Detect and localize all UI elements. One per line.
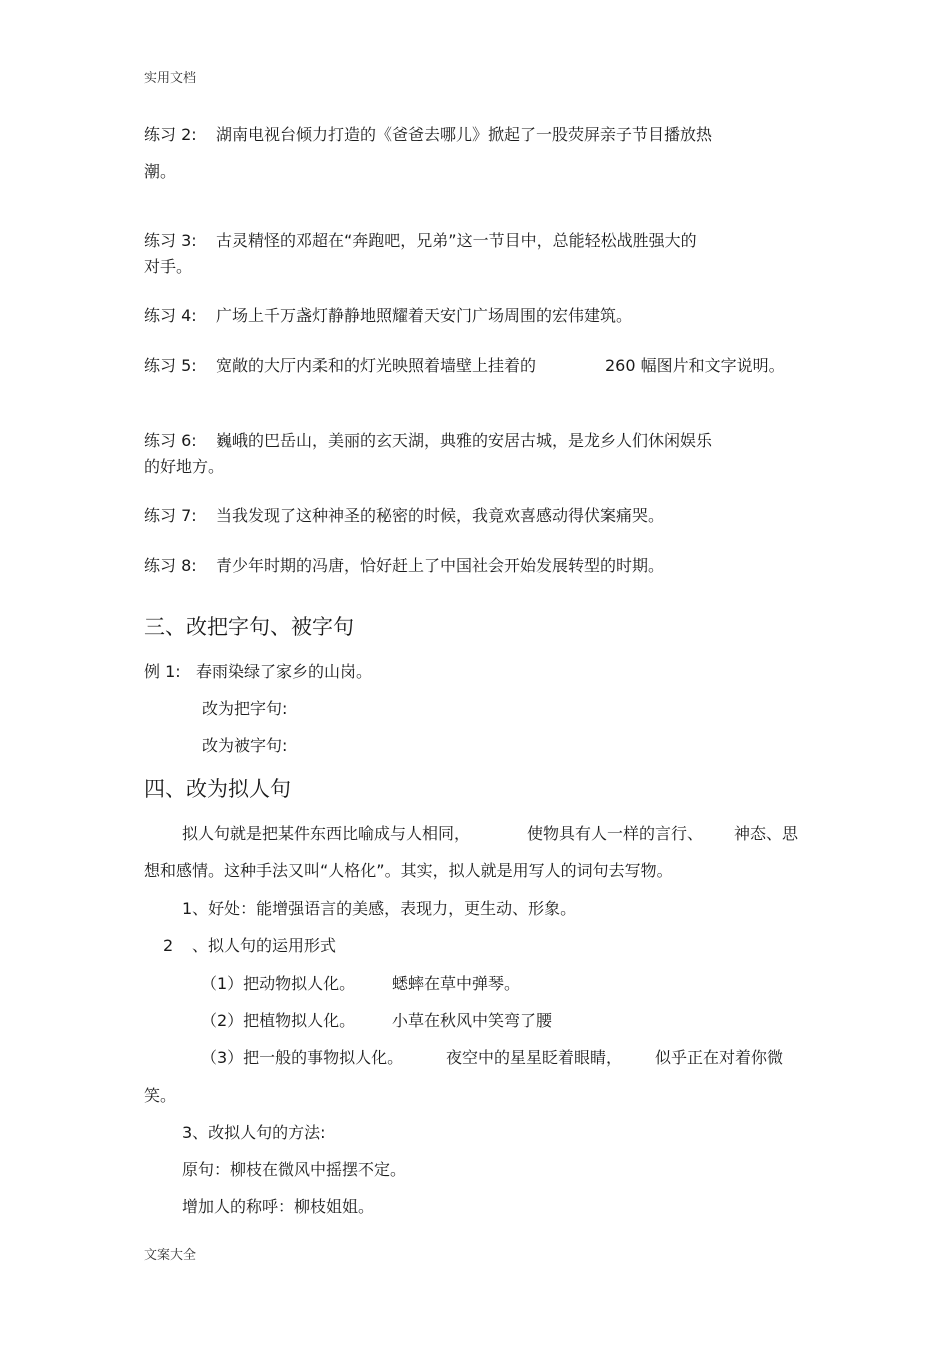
form-label: （1）把动物拟人化。 [201,974,356,993]
page-footer: 文案大全 [144,1248,197,1263]
exercise-text: 宽敞的大厅内柔和的灯光映照着墙壁上挂着的 [216,356,537,375]
ba-sentence-prompt: 改为把字句: [202,699,288,718]
exercise-label: 练习 3: [144,231,197,250]
exercise-text: 广场上千万盏灯静静地照耀着天安门广场周围的宏伟建筑。 [216,306,633,325]
exercise-text: 当我发现了这种神圣的秘密的时候，我竟欢喜感动得伏案痛哭。 [216,506,665,525]
page-header: 实用文档 [144,71,197,86]
form-example: 似乎正在对着你微 [655,1048,784,1067]
original-sentence: 原句：柳枝在微风中摇摆不定。 [182,1160,407,1179]
exercise-text: 对手。 [144,257,193,276]
paragraph-text: 拟人句就是把某件东西比喻成与人相同， [182,824,471,843]
exercise-text: 巍峨的巴岳山，美丽的玄天湖，典雅的安居古城，是龙乡人们休闲娱乐 [216,431,713,450]
list-item: 、拟人句的运用形式 [192,936,337,955]
exercise-text: 青少年时期的冯唐，恰好赶上了中国社会开始发展转型的时期。 [216,556,665,575]
exercise-text: 湖南电视台倾力打造的《爸爸去哪儿》掀起了一股荧屏亲子节目播放热 [216,125,713,144]
bei-sentence-prompt: 改为被字句: [202,736,288,755]
paragraph-text: 使物具有人一样的言行、 [527,824,704,843]
exercise-label: 练习 6: [144,431,197,450]
exercise-label: 练习 7: [144,506,197,525]
form-label: （2）把植物拟人化。 [201,1011,356,1030]
section-heading: 三、改把字句、被字句 [144,615,354,639]
form-example: 笑。 [144,1086,177,1105]
list-item: 3、改拟人句的方法: [182,1123,326,1142]
paragraph-text: 想和感情。这种手法又叫“人格化”。其实，拟人就是用写人的词句去写物。 [144,861,673,880]
exercise-text: 潮。 [144,162,177,181]
list-item: 1、好处：能增强语言的美感，表现力，更生动、形象。 [182,899,577,918]
paragraph-text: 神态、思 [734,824,799,843]
example-label: 例 1: [144,662,181,681]
exercise-label: 练习 5: [144,356,197,375]
form-example: 蟋蟀在草中弹琴。 [392,974,521,993]
exercise-text: 古灵精怪的邓超在“奔跑吧，兄弟”这一节目中，总能轻松战胜强大的 [216,231,697,250]
form-example: 夜空中的星星眨着眼睛， [446,1048,623,1067]
exercise-label: 练习 2: [144,125,197,144]
exercise-text: 260 幅图片和文字说明。 [605,356,785,375]
exercise-text: 的好地方。 [144,457,225,476]
exercise-label: 练习 8: [144,556,197,575]
exercise-label: 练习 4: [144,306,197,325]
form-label: （3）把一般的事物拟人化。 [201,1048,404,1067]
list-item-number: 2 [163,936,174,955]
example-text: 春雨染绿了家乡的山岗。 [196,662,373,681]
rewrite-step: 增加人的称呼：柳枝姐姐。 [182,1197,375,1216]
section-heading: 四、改为拟人句 [144,777,291,801]
form-example: 小草在秋风中笑弯了腰 [392,1011,553,1030]
